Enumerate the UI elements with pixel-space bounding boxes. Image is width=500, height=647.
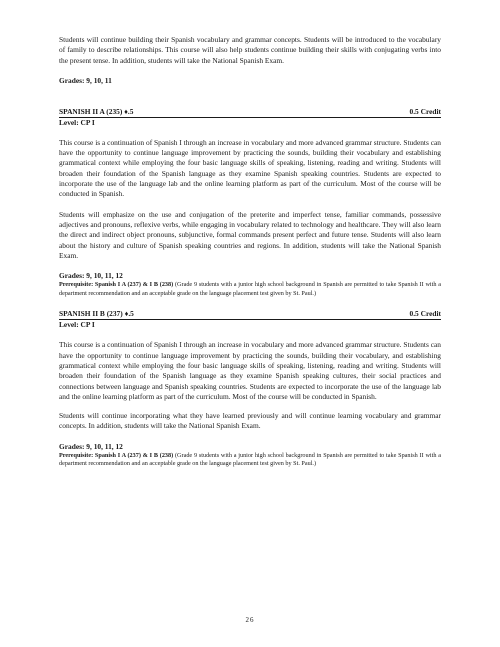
course-title: SPANISH II B (237) ♦.5 xyxy=(59,309,134,319)
course-credit: 0.5 Credit xyxy=(409,106,441,116)
course-grades: Grades: 9, 10, 11, 12 xyxy=(59,271,123,281)
course-credit: 0.5 Credit xyxy=(409,309,441,319)
course-description: This course is a continuation of Spanish I through an increase in vocabulary and more advanced grammar structure. Students can have the opportunity to continue language improvement by practicing the sounds, building their vocabulary, and establishing grammatical context while employing the four basic language skills of speaking, listening, reading and writing. Students will broaden their foundation of the Spanish language as they examine Spanish speaking cultures, their social practices and connections between language and Spanish speaking countries. Students are expected to incorporate the use of the language lab and the online learning platform as part of the curriculum. Most of the course will be conducted in Spanish. xyxy=(59,340,441,401)
course-prerequisite xyxy=(59,281,441,298)
prerequisite-label: Prerequisite: Spanish I A (237) & I B (238) xyxy=(59,281,174,289)
course-prerequisite xyxy=(59,452,441,469)
course-level: Level: CP I xyxy=(59,117,95,127)
intro-paragraph: Students will continue building their Spanish vocabulary and grammar concepts. Students will be introduced to the vocabulary of family to describe relationships. This course will also help students continue building their skills with conjugating verbs into the present tense. In addition, students will take the National Spanish Exam. xyxy=(59,35,441,65)
document-page xyxy=(59,35,441,469)
prerequisite-label: Prerequisite: Spanish I A (237) & I B (238) xyxy=(59,451,174,459)
course-description: This course is a continuation of Spanish I through an increase in vocabulary and more advanced grammar structure. Students can have the opportunity to continue language improvement by practicing the sounds, building their vocabulary and establishing grammatical context while employing the four basic language skills of speaking, listening, reading and writing. Students will broaden their foundation of the Spanish language as they examine Spanish speaking countries. Students are expected to incorporate the use of the language lab and the online learning platform as part of the curriculum. Most of the course will be conducted in Spanish. xyxy=(59,137,441,199)
course-header xyxy=(59,309,441,320)
prerequisite-text: (Grade 9 students with a junior high school background in Spanish are permitted to take Spanish II with a department recommendation and an acceptable grade on the language placement test given by St. Paul.) xyxy=(59,281,442,297)
prerequisite-text: (Grade 9 students with a junior high school background in Spanish are permitted to take Spanish II with a department recommendation and an acceptable grade on the language placement test given by St. Paul.) xyxy=(59,451,442,468)
course-description: Students will emphasize on the use and conjugation of the preterite and imperfect tense, familiar commands, possessive adjectives and pronouns, reflexive verbs, while engaging in vocabulary related to technology and healthcare. They will also learn the direct and indirect object pronouns, subjunctive, formal commands present perfect and future tense. Students will also learn about the history and culture of Spanish speaking countries and regions. In addition, students will take the National Spanish Exam. xyxy=(59,209,441,260)
course-level: Level: CP I xyxy=(59,320,95,330)
course-section xyxy=(59,107,441,298)
course-section xyxy=(59,309,441,469)
course-header xyxy=(59,107,441,118)
page-number: 26 xyxy=(245,616,255,624)
intro-grades: Grades: 9, 10, 11 xyxy=(59,75,112,85)
course-description: Students will continue incorporating what they have learned previously and will continue learning vocabulary and grammar concepts. In addition, students will take the National Spanish Exam. xyxy=(59,411,441,431)
course-title: SPANISH II A (235) ♦.5 xyxy=(59,106,134,116)
course-grades: Grades: 9, 10, 11, 12 xyxy=(59,441,123,451)
